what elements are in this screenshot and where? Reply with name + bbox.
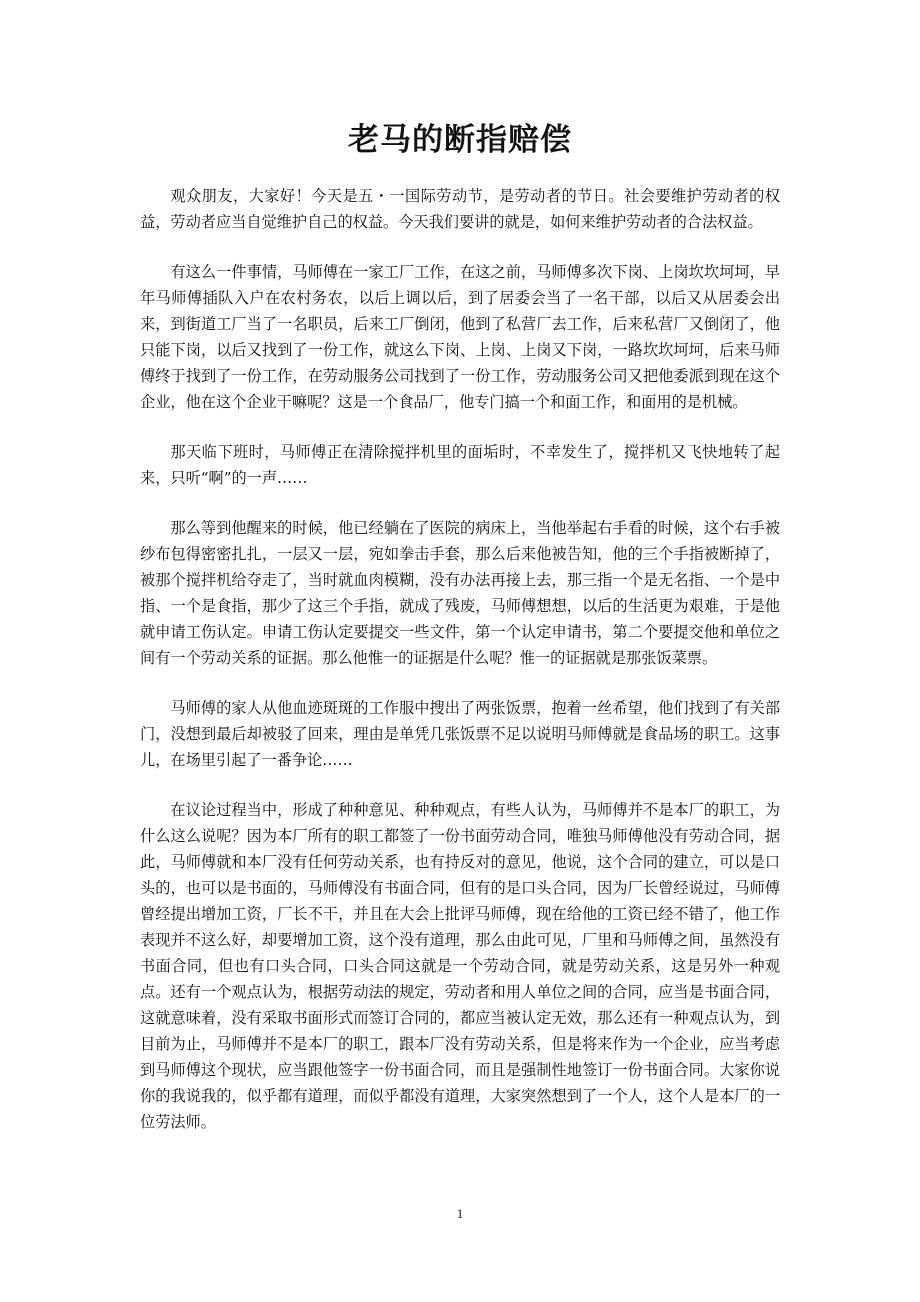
paragraph-4: 那么等到他醒来的时候，他已经躺在了医院的病床上，当他举起右手看的时候，这个右手被纱布包得密密扎扎，一层又一层，宛如拳击手套，那么后来他被告知，他的三个手指被断掉了，被那个搅拌机给夺走了，当时就血肉模糊，没有办法再接上去，那三指一个是无名指、一个是中指、一个是食指，那少了这三个手指，就成了残废，马师傅想想，以后的生活更为艰难，于是他就申请工伤认定。申请工伤认定要提交一些文件，第一个认定申请书，第二个要提交他和单位之间有一个劳动关系的证据。那么他惟一的证据是什么呢？惟一的证据就是那张饭菜票。 bbox=[140, 519, 780, 667]
paragraph-3: 那天临下班时，马师傅正在清除搅拌机里的面垢时，不幸发生了，搅拌机又飞快地转了起来，只听“啊”的一声…… bbox=[140, 443, 780, 487]
paragraph-5: 马师傅的家人从他血迹斑斑的工作服中搜出了两张饭票，抱着一丝希望，他们找到了有关部门，没想到最后却被驳了回来，理由是单凭几张饭票不足以说明马师傅就是食品场的职工。这事儿，在场里引起了一番争论…… bbox=[140, 699, 780, 769]
paragraph-6: 在议论过程当中，形成了种种意见、种种观点，有些人认为，马师傅并不是本厂的职工，为什么这么说呢？因为本厂所有的职工都签了一份书面劳动合同，唯独马师傅他没有劳动合同，据此，马师傅就和本厂没有任何劳动关系，也有持反对的意见，他说，这个合同的建立，可以是口头的，也可以是书面的，马师傅没有书面合同，但有的是口头合同，因为厂长曾经说过，马师傅曾经提出增加工资，厂长不干，并且在大会上批评马师傅，现在给他的工资已经不错了，他工作表现并不这么好，却要增加工资，这个没有道理，那么由此可见，厂里和马师傅之间，虽然没有书面合同，但也有口头合同，口头合同这就是一个劳动合同，就是劳动关系，这是另外一种观点。还有一个观点认为，根据劳动法的规定，劳动者和用人单位之间的合同，应当是书面合同，这就意味着，没有采取书面形式而签订合同的，都应当被认定无效，那么还有一种观点认为，到目前为止，马师傅并不是本厂的职工，跟本厂没有劳动关系，但是将来作为一个企业，应当考虑到马师傅这个现状，应当跟他签字一份书面合同，而且是强制性地签订一份书面合同。大家你说你的我说我的，似乎都有道理，而似乎都没有道理，大家突然想到了一个人，这个人是本厂的一位劳法师。 bbox=[140, 801, 780, 1131]
paragraph-1: 观众朋友，大家好！今天是五・一国际劳动节，是劳动者的节日。社会要维护劳动者的权益，劳动者应当自觉维护自己的权益。今天我们要讲的就是，如何来维护劳动者的合法权益。 bbox=[140, 187, 780, 231]
page-number: 1 bbox=[456, 1206, 464, 1221]
paragraph-2: 有这么一件事情，马师傅在一家工厂工作，在这之前，马师傅多次下岗、上岗坎坎坷坷，早年马师傅插队入户在农村务农，以后上调以后，到了居委会当了一名干部，以后又从居委会出来，到街道工厂当了一名职员，后来工厂倒闭，他到了私营厂去工作，后来私营厂又倒闭了，他只能下岗，以后又找到了一份工作，就这么下岗、上岗、上岗又下岗，一路坎坎坷坷，后来马师傅终于找到了一份工作，在劳动服务公司找到了一份工作，劳动服务公司又把他委派到现在这个企业，他在这个企业干嘛呢？这是一个食品厂，他专门搞一个和面工作，和面用的是机械。 bbox=[140, 263, 780, 411]
document-title: 老马的断指赔偿 bbox=[348, 122, 572, 158]
document-body bbox=[140, 183, 780, 1159]
